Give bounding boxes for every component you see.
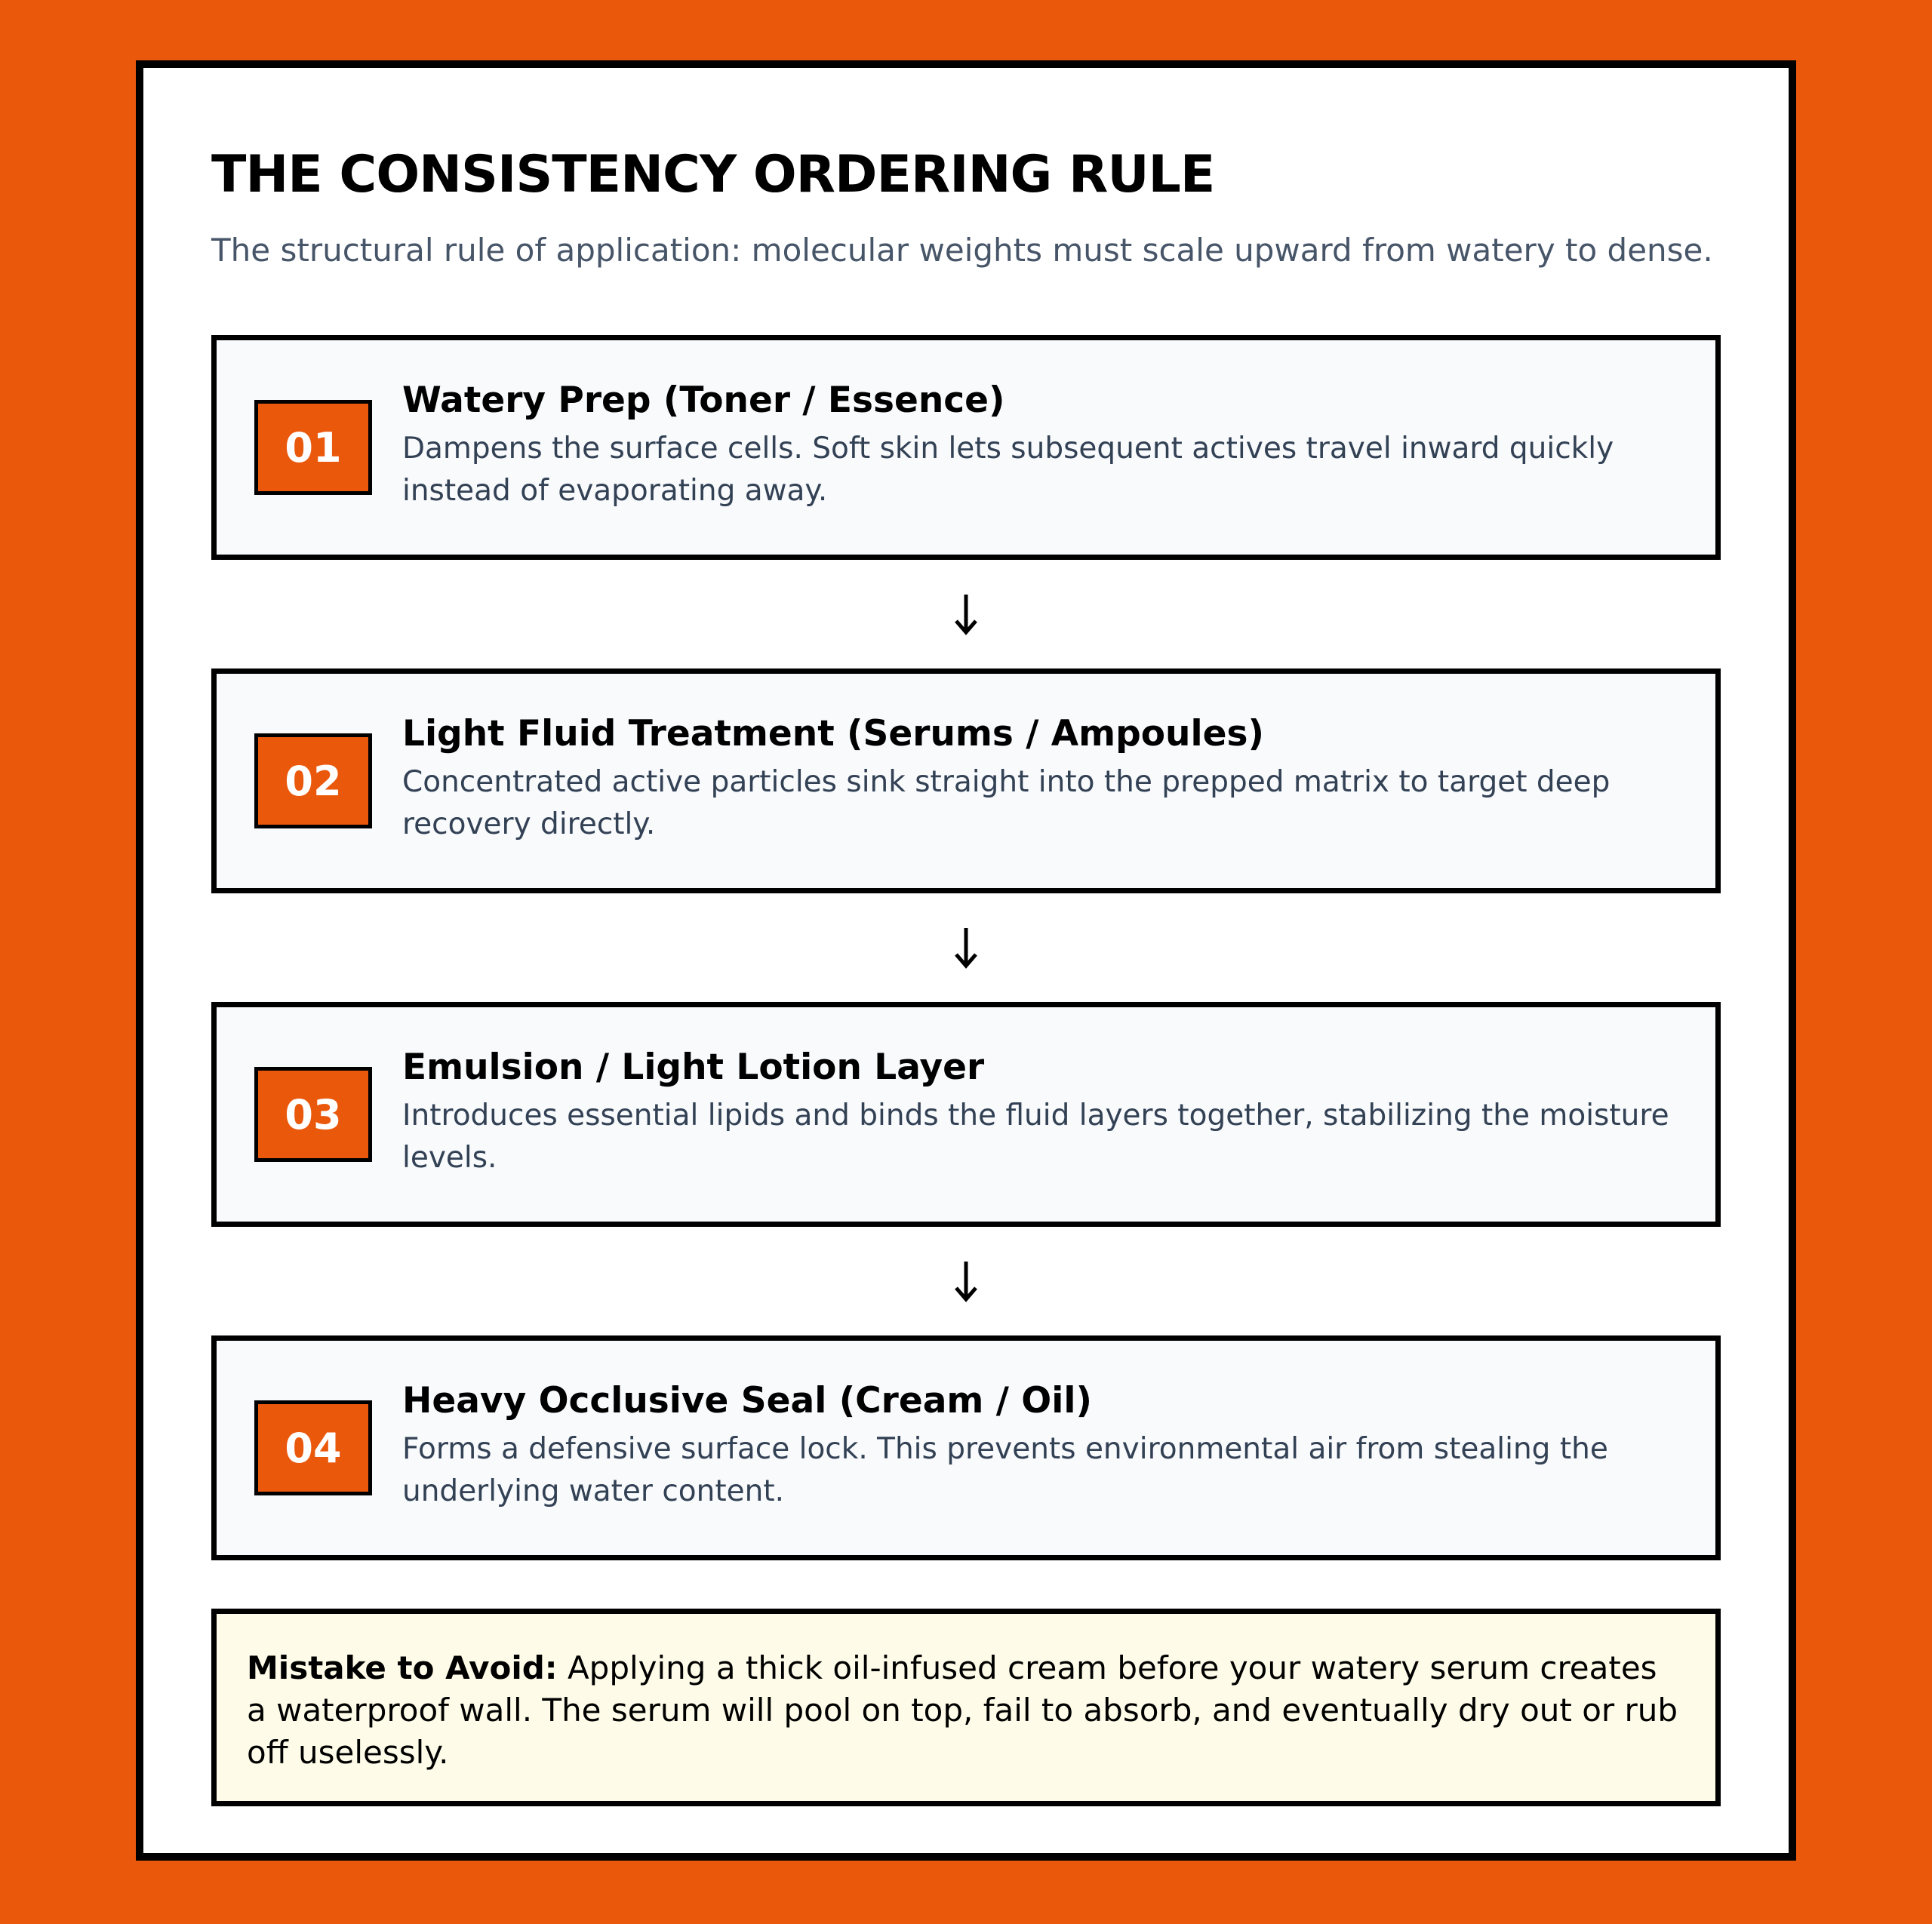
step-body <box>402 708 1685 846</box>
step-number-badge: 01 <box>254 400 372 495</box>
step-number-badge: 03 <box>254 1067 372 1162</box>
warning-label: Mistake to Avoid: <box>247 1649 558 1686</box>
arrow-down-icon <box>211 560 1721 668</box>
step-number-badge: 02 <box>254 733 372 828</box>
step-description: Concentrated active particles sink straight into the prepped matrix to target deep recovery directly. <box>402 765 1611 841</box>
step-3 <box>211 1002 1721 1227</box>
step-description: Forms a defensive surface lock. This prevents environmental air from stealing the underlying water content. <box>402 1432 1608 1508</box>
steps-list <box>211 335 1721 1560</box>
step-description: Dampens the surface cells. Soft skin lets subsequent actives travel inward quickly instead of evaporating away. <box>402 432 1614 508</box>
step-body <box>402 375 1685 512</box>
step-description: Introduces essential lipids and binds the fluid layers together, stabilizing the moisture levels. <box>402 1099 1669 1175</box>
step-title: Light Fluid Treatment (Serums / Ampoules) <box>402 713 1264 755</box>
step-4 <box>211 1335 1721 1560</box>
step-2 <box>211 668 1721 893</box>
rule-card <box>136 60 1796 1861</box>
arrow-down-icon <box>211 1227 1721 1335</box>
warning-callout <box>211 1609 1721 1806</box>
page-title: THE CONSISTENCY ORDERING RULE <box>211 145 1215 204</box>
step-title: Heavy Occlusive Seal (Cream / Oil) <box>402 1380 1092 1421</box>
warning-text: Applying a thick oil-infused cream before your watery serum creates a waterproof wall. The serum will pool on top, fail to absorb, and eventually dry out or rub off uselessly. <box>247 1649 1678 1771</box>
step-number-badge: 04 <box>254 1400 372 1495</box>
arrow-down-icon <box>211 893 1721 1002</box>
step-1 <box>211 335 1721 560</box>
page-subtitle: The structural rule of application: molecular weights must scale upward from watery to dense. <box>211 232 1713 269</box>
step-body <box>402 1042 1685 1179</box>
step-title: Watery Prep (Toner / Essence) <box>402 380 1005 421</box>
step-title: Emulsion / Light Lotion Layer <box>402 1047 985 1088</box>
step-body <box>402 1375 1685 1513</box>
